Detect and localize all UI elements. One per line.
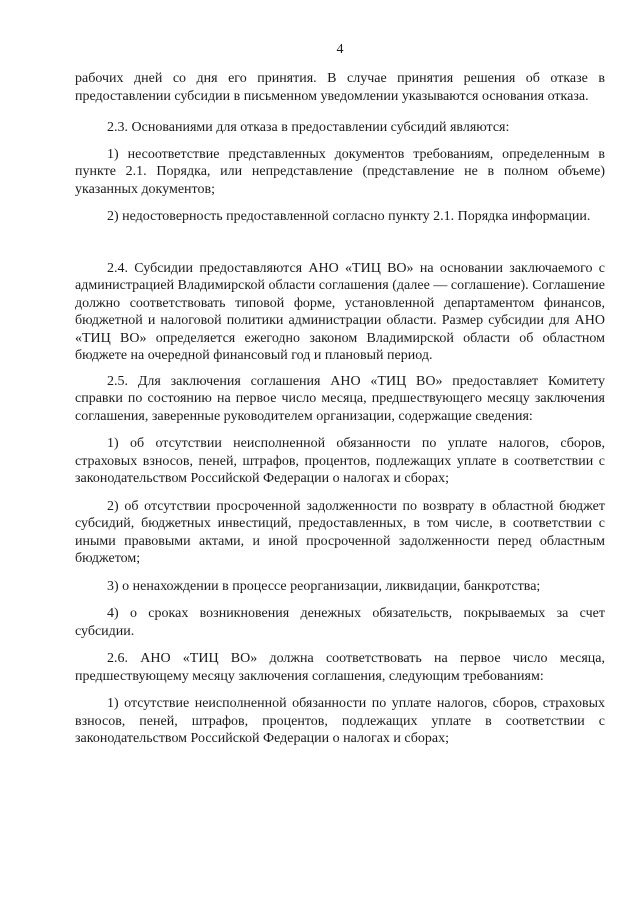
paragraph-2-3: 2.3. Основаниями для отказа в предоставлении субсидий являются: <box>107 120 510 135</box>
paragraph-2-5-item-1: 1) об отсутствии неисполненной обязанности по уплате налогов, сборов, страховых взносов, пеней, штрафов, процентов, подлежащих уплате в соответствии с законодательством Российской Федерации о налогах и сборах; <box>75 436 605 486</box>
paragraph-2-3-item-2: 2) недостоверность предоставленной согласно пункту 2.1. Порядка информации. <box>107 209 591 224</box>
paragraph-2-6-item-1: 1) отсутствие неисполненной обязанности по уплате налогов, сборов, страховых взносов, пеней, штрафов, процентов, подлежащих уплате в соответствии с законодательством Российской Федерации о налогах и сборах; <box>75 696 605 746</box>
paragraph-2-3-item-1: 1) несоответствие представленных документов требованиям, определенным в пункте 2.1. Порядка, или непредставление (представление не в полном объеме) указанных документов; <box>75 146 605 197</box>
paragraph-2-5-item-2: 2) об отсутствии просроченной задолженности по возврату в областной бюджет субсидий, бюджетных инвестиций, предоставленных, в том числе, в соответствии с иными правовыми актами, и иной просроченной задолженности перед областным бюджетом; <box>75 498 605 566</box>
paragraph-2-5: 2.5. Для заключения соглашения АНО «ТИЦ ВО» предоставляет Комитету справки по состоянию на первое число месяца, предшествующего месяцу заключения соглашения, заверенные руководителем организации, содержащие сведения: <box>75 373 605 424</box>
paragraph-2-5-item-4: 4) о сроках возникновения денежных обязательств, покрываемых за счет субсидии. <box>75 606 605 639</box>
paragraph-2-5-item-3: 3) о ненахождении в процессе реорганизации, ликвидации, банкротства; <box>107 578 541 594</box>
paragraph-continuation: рабочих дней со дня его принятия. В случае принятия решения об отказе в предоставлении субсидии в письменном уведомлении указываются основания отказа. <box>75 71 605 104</box>
paragraph-2-6: 2.6. АНО «ТИЦ ВО» должна соответствовать на первое число месяца, предшествующему месяцу заключения соглашения, следующим требованиям: <box>75 651 605 684</box>
paragraph-2-4: 2.4. Субсидии предоставляются АНО «ТИЦ ВО» на основании заключаемого с администрацией Владимирской области соглашения (далее — соглашение). Соглашение должно соответствовать типовой форме, установленной департаментом финансов, бюджетной и налоговой политики администрации области. Размер субсидии для АНО «ТИЦ ВО» определяется ежегодно законом Владимирской области об областном бюджете на очередной финансовый год и плановый период. <box>75 260 605 363</box>
document-body <box>75 70 605 748</box>
page-number: 4 <box>336 42 344 57</box>
